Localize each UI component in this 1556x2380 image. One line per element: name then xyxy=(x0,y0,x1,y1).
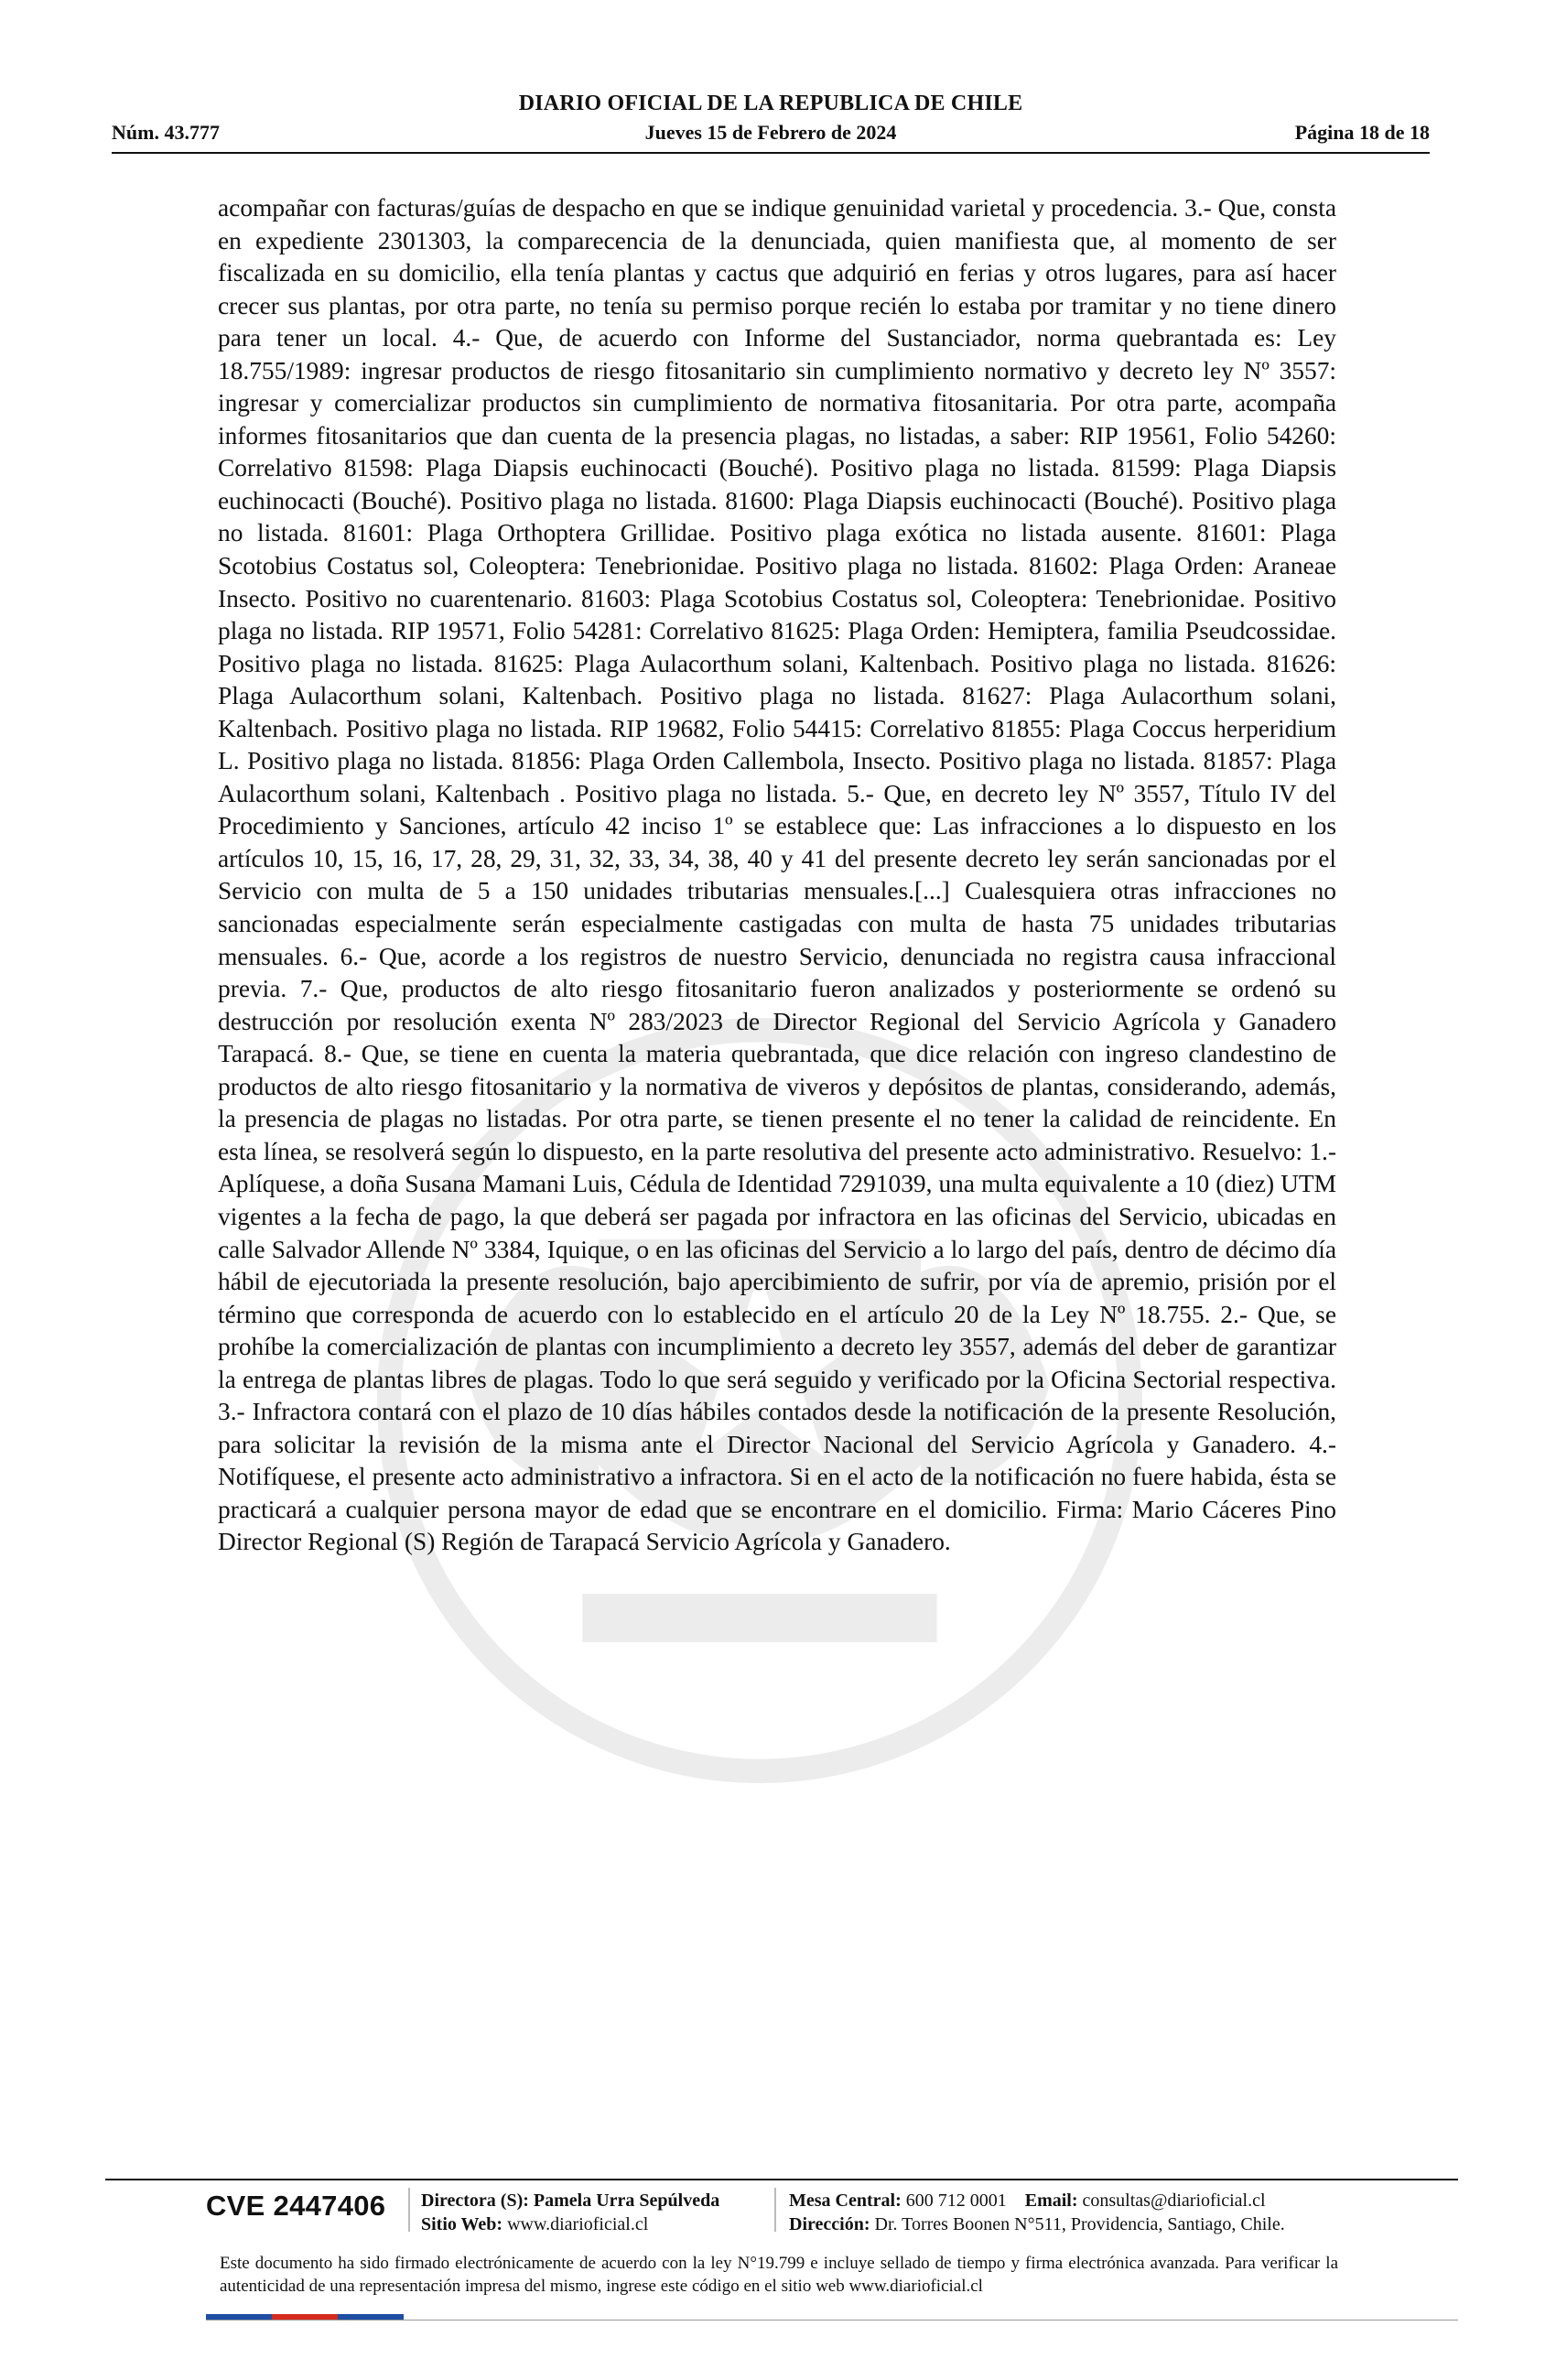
header-divider xyxy=(112,152,1430,154)
footer-separator xyxy=(774,2188,776,2232)
address-text: Dr. Torres Boonen N°511, Providencia, Santiago, Chile. xyxy=(874,2214,1285,2234)
phone-label: Mesa Central: xyxy=(789,2191,902,2211)
issue-date: Jueves 15 de Febrero de 2024 xyxy=(644,121,897,144)
phone-number: 600 712 0001 xyxy=(905,2191,1007,2211)
footer-separator xyxy=(408,2188,410,2232)
page-number: Página 18 de 18 xyxy=(1294,121,1430,144)
footer-divider xyxy=(105,2179,1458,2180)
cve-code: CVE 2447406 xyxy=(206,2190,386,2222)
website-link[interactable]: www.diarioficial.cl xyxy=(507,2214,649,2234)
website-label: Sitio Web: xyxy=(421,2214,503,2234)
resolution-text: acompañar con facturas/guías de despacho en que se indique genuinidad varietal y procedencia. 3.- Que, consta en expediente 2301303, la comparecencia de la denunciada, quien manifiesta que, al momento de ser fiscalizada en su domicilio, ella tenía plantas y cactus que adquirió en ferias y otros lugares, para así hacer crecer sus plantas, por otra parte, no tenía su permiso porque recién lo estaba por tramitar y no tiene dinero para tener un local. 4.- Que, de acuerdo con Informe del Sustanciador, norma quebrantada es: Ley 18.755/1989: ingresar productos de riesgo fitosanitario sin cumplimiento normativo y decreto ley Nº 3557: ingresar y comercializar productos sin cumplimiento de normativa fitosanitaria. Por otra parte, acompaña informes fitosanitarios que dan cuenta de la presencia plagas, no listadas, a saber: RIP 19561, Folio 54260: Correlativo 81598: Plaga Diapsis euchinocacti (Bouché). Positivo plaga no listada. 81599: Plaga Diapsis euchinocacti (Bouché). Positivo plaga no listada. 81600: Plaga Diapsis euchinocacti (Bouché). Positivo plaga no listada. 81601: Plaga Orthoptera Grillidae. Positivo plaga exótica no listada ausente. 81601: Plaga Scotobius Costatus sol, Coleoptera: Tenebrionidae. Positivo plaga no listada. 81602: Plaga Orden: Araneae Insecto. Positivo no cuarentenario. 81603: Plaga Scotobius Costatus sol, Coleoptera: Tenebrionidae. Positivo plaga no listada. RIP 19571, Folio 54281: Correlativo 81625: Plaga Orden: Hemiptera, familia Pseudcossidae. Positivo plaga no listada. 81625: Plaga Aulacorthum solani, Kaltenbach. Positivo plaga no listada. 81626: Plaga Aulacorthum solani, Kaltenbach. Positivo plaga no listada. 81627: Plaga Aulacorthum solani, Kaltenbach. Positivo plaga no listada. RIP 19682, Folio 54415: Correlativo 81855: Plaga Coccus herperidium L. Positivo plaga no listada. 81856: Plaga Orden Callembola, Insecto. Positivo plaga no listada. 81857: Plaga Aulacorthum solani, Kaltenbach . Positivo plaga no listada. 5.- Que, en decreto ley Nº 3557, Título IV del Procedimiento y Sanciones, artículo 42 inciso 1º se establece que: Las infracciones a lo dispuesto en los artículos 10, 15, 16, 17, 28, 29, 31, 32, 33, 34, 38, 40 y 41 del presente decreto ley serán sancionadas por el Servicio con multa de 5 a 150 unidades tributarias mensuales.[...] Cualesquiera otras infracciones no sancionadas especialmente serán especialmente castigadas con multa de hasta 75 unidades tributarias mensuales. 6.- Que, acorde a los registros de nuestro Servicio, denunciada no registra causa infraccional previa. 7.- Que, productos de alto riesgo fitosanitario fueron analizados y posteriormente se ordenó su destrucción por resolución exenta Nº 283/2023 de Director Regional del Servicio Agrícola y Ganadero Tarapacá. 8.- Que, se tiene en cuenta la materia quebrantada, que dice relación con ingreso clandestino de productos de alto riesgo fitosanitario y la normativa de viveros y depósitos de plantas, considerando, además, la presencia de plagas no listadas. Por otra parte, se tienen presente el no tener la calidad de reincidente. En esta línea, se resolverá según lo dispuesto, en la parte resolutiva del presente acto administrativo. Resuelvo: 1.- Aplíquese, a doña Susana Mamani Luis, Cédula de Identidad 7291039, una multa equivalente a 10 (diez) UTM vigentes a la fecha de pago, la que deberá ser pagada por infractora en las oficinas del Servicio, ubicadas en calle Salvador Allende Nº 3384, Iquique, o en las oficinas del Servicio a lo largo del país, dentro de décimo día hábil de ejecutoriada la presente resolución, bajo apercibimiento de sufrir, por vía de apremio, prisión por el término que corresponda de acuerdo con lo establecido en el artículo 20 de la Ley Nº 18.755. 2.- Que, se prohíbe la comercialización de plantas con incumplimiento a decreto ley 3557, además del deber de garantizar la entrega de plantas libres de plagas. Todo lo que será seguido y verificado por la Oficina Sectorial respectiva. 3.- Infractora contará con el plazo de 10 días hábiles contados desde la notificación de la presente Resolución, para solicitar la revisión de la misma ante el Director Nacional del Servicio Agrícola y Ganadero. 4.- Notifíquese, el presente acto administrativo a infractora. Si en el acto de la notificación no fuere habida, ésta se practicará a cualquier persona mayor de edad que se encontrare en el domicilio. Firma: Mario Cáceres Pino Director Regional (S) Región de Tarapacá Servicio Agrícola y Ganadero. xyxy=(218,194,1336,1556)
publication-title: DIARIO OFICIAL DE LA REPUBLICA DE CHILE xyxy=(518,92,1023,115)
address-label: Dirección: xyxy=(789,2214,870,2234)
email-link[interactable]: consultas@diarioficial.cl xyxy=(1082,2191,1266,2211)
footer-contact-column xyxy=(789,2189,1285,2236)
issue-number: Núm. 43.777 xyxy=(112,121,220,144)
signature-note: Este documento ha sido firmado electrónicamente de acuerdo con la ley N°19.799 e incluye sellado de tiempo y firma electrónica avanzada. Para verificar la autenticidad de una representación impresa del mismo, ingrese este código en el sitio web www.diarioficial.cl xyxy=(220,2254,1338,2296)
page-header xyxy=(112,92,1430,148)
director-label: Directora (S): Pamela Urra Sepúlveda xyxy=(421,2191,720,2211)
email-label: Email: xyxy=(1024,2191,1078,2211)
footer-director-column xyxy=(421,2189,719,2236)
